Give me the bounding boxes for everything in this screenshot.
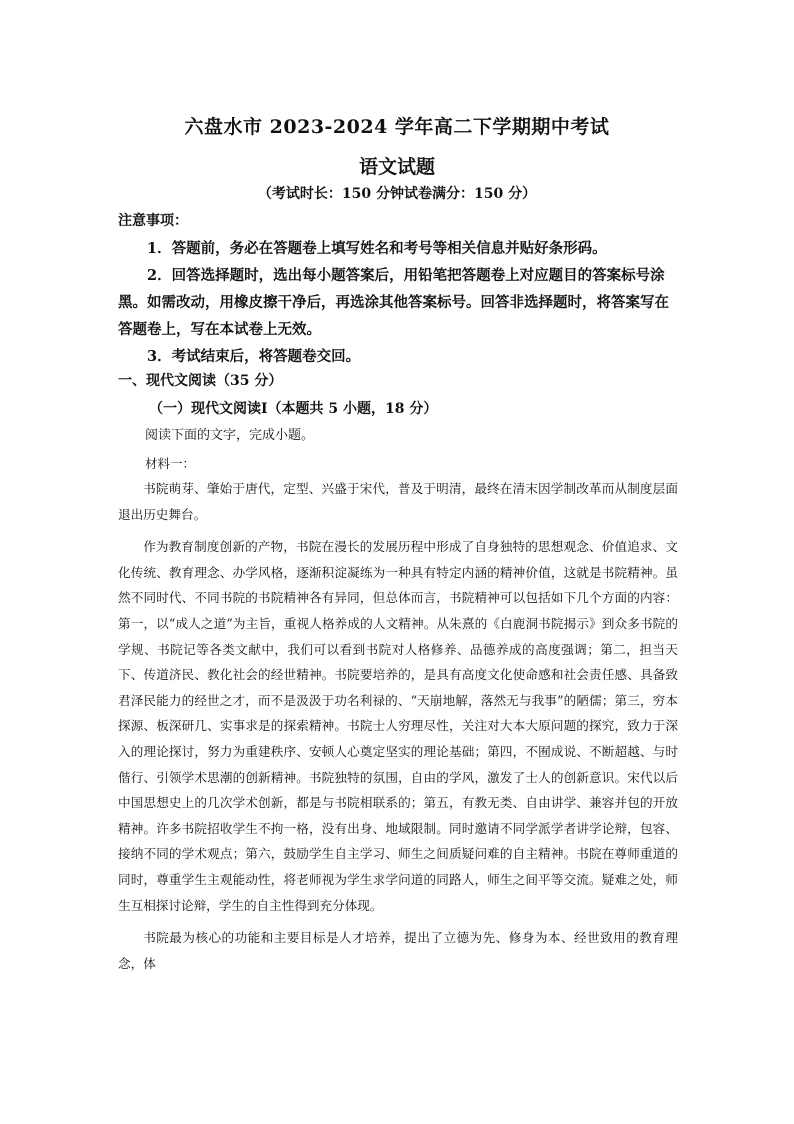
notes-heading: 注意事项： [118, 213, 188, 229]
notes-list [118, 235, 678, 370]
exam-title: 六盘水市 2023-2024 学年高二下学期期中考试 [184, 116, 610, 138]
material-label: 材料一： [145, 456, 196, 471]
subsection-heading: （一）现代文阅读Ⅰ（本题共 5 小题，18 分） [149, 401, 438, 417]
exam-subtitle: 语文试题 [358, 156, 435, 178]
note-item: 3．考试结束后，将答题卷交回。 [147, 348, 361, 365]
reading-instruction: 阅读下面的文字，完成小题。 [145, 428, 315, 443]
note-item: 1．答题前，务必在答题卷上填写姓名和考号等相关信息并贴好条形码。 [147, 240, 607, 257]
passage-paragraph: 书院最为核心的功能和主要目标是人才培养，提出了立德为先、修身为本、经世致用的教育理念，体 [118, 930, 678, 971]
note-item: 2．回答选择题时，选出每小题答案后，用铅笔把答题卷上对应题目的答案标号涂黑。如需改动，用橡皮擦干净后，再选涂其他答案标号。回答非选择题时，将答案写在答题卷上，写在本试卷上无效。 [118, 267, 669, 338]
exam-duration-score: （考试时长：150 分钟试卷满分：150 分） [257, 186, 537, 202]
reading-passage [118, 476, 678, 976]
section-heading: 一、现代文阅读（35 分） [118, 373, 283, 389]
passage-paragraph: 书院萌芽、肇始于唐代，定型、兴盛于宋代，普及于明清，最终在清末因学制改革而从制度层面退出历史舞台。 [118, 481, 678, 522]
passage-paragraph: 作为教育制度创新的产物，书院在漫长的发展历程中形成了自身独特的思想观念、价值追求、文化传统、教育理念、办学风格，逐渐积淀凝练为一种具有特定内涵的精神价值，这就是书院精神。虽然不同时代、不同书院的书院精神各有异同，但总体而言，书院精神可以包括如下几个方面的内容：第一，以“成人之道”为主旨，重视人格养成的人文精神。从朱熹的《白鹿洞书院揭示》到众多书院的学规、书院记等各类文献中，我们可以看到书院对人格修养、品德养成的高度强调；第二，担当天下、传道济民、教化社会的经世精神。书院要培养的，是具有高度文化使命感和社会责任感、具备致君泽民能力的经世之才，而不是汲汲于功名利禄的、“天崩地解，落然无与我事”的陋儒；第三，穷本探源、板深研几、实事求是的探索精神。书院士人穷理尽性，关注对大本大原问题的探究，致力于深入的理论探讨，努力为重建秩序、安顿人心奠定坚实的理论基础；第四，不囿成说、不断超越、与时偕行、引领学术思潮的创新精神。书院独特的氛围，自由的学风，激发了士人的创新意识。宋代以后中国思想史上的几次学术创新，都是与书院相联系的；第五，有教无类、自由讲学、兼容并包的开放精神。许多书院招收学生不拘一格，没有出身、地域限制。同时邀请不同学派学者讲学论辩，包容、接纳不同的学术观点；第六，鼓励学生自主学习、师生之间质疑问难的自主精神。书院在尊师重道的同时，尊重学生主观能动性，将老师视为学生求学问道的同路人，师生之间平等交流。疑难之处，师生互相探讨论辩，学生的自主性得到充分体现。 [118, 539, 678, 913]
